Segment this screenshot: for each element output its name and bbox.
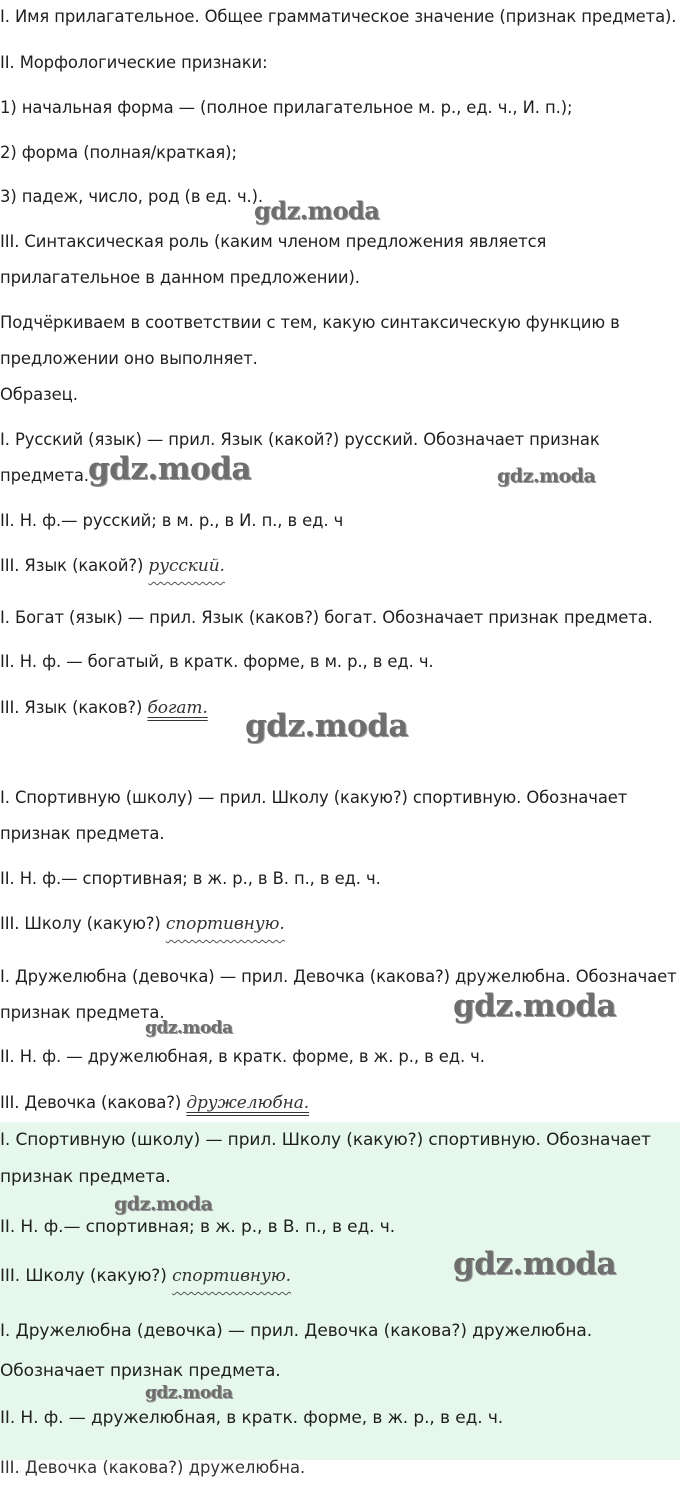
text-line: III. Синтаксическая роль (каким членом предложения является [0, 232, 547, 251]
text-line: I. Дружелюбна (девочка) — прил. Девочка (какова?) дружелюбна. Обозначает [0, 967, 677, 986]
double-underlined-word: дружелюбна. [186, 1093, 310, 1113]
wavy-underlined-word: спортивную. [165, 914, 285, 934]
watermark: gdz.moda [145, 1018, 233, 1038]
watermark: gdz.moda [114, 1193, 213, 1215]
green-text-line: I. Дружелюбна (девочка) — прил. Девочка (какова?) дружелюбна. [0, 1321, 593, 1341]
text-line: II. Н. ф.— спортивная; в ж. р., в В. п., в ед. ч. [0, 869, 381, 888]
text-line: признак предмета. [0, 1003, 165, 1022]
text-line: прилагательное в данном предложении). [0, 268, 360, 287]
green-text-line: Обозначает признак предмета. [0, 1361, 281, 1381]
watermark: gdz.moda [453, 1246, 616, 1282]
wavy-underlined-word: русский. [148, 556, 225, 576]
text-line: 3) падеж, число, род (в ед. ч.). [0, 187, 264, 206]
text-line: 2) форма (полная/краткая); [0, 143, 237, 162]
text-line: Подчёркиваем в соответствии с тем, какую синтаксическую функцию в [0, 313, 620, 332]
text-segment: III. Язык (каков?) [0, 698, 143, 717]
text-line: I. Спортивную (школу) — прил. Школу (какую?) спортивную. Обозначает [0, 788, 628, 807]
text-segment: III. Девочка (какова?) [0, 1093, 182, 1112]
watermark: gdz.moda [88, 451, 251, 487]
text-line: признак предмета. [0, 824, 165, 843]
text-line: 1) начальная форма — (полное прилагательное м. р., ед. ч., И. п.); [0, 98, 573, 117]
text-line: II. Н. ф.— русский; в м. р., в И. п., в ед. ч [0, 511, 344, 530]
text-segment: III. Школу (какую?) [0, 914, 161, 933]
green-text-line: I. Спортивную (школу) — прил. Школу (какую?) спортивную. Обозначает [0, 1130, 651, 1150]
watermark: gdz.moda [497, 465, 596, 487]
watermark: gdz.moda [145, 1383, 233, 1403]
text-line: Образец. [0, 385, 78, 404]
text-line [0, 697, 208, 719]
text-line: I. Имя прилагательное. Общее грамматическое значение (признак предмета). [0, 7, 677, 26]
green-text-line: II. Н. ф. — дружелюбная, в кратк. форме, в ж. р., в ед. ч. [0, 1408, 504, 1428]
text-line: I. Богат (язык) — прил. Язык (каков?) богат. Обозначает признак предмета. [0, 608, 653, 627]
wavy-underlined-word: спортивную. [172, 1266, 291, 1286]
text-segment: III. Язык (какой?) [0, 556, 144, 575]
text-line [0, 1092, 309, 1114]
watermark: gdz.moda [245, 708, 408, 744]
text-line: II. Н. ф. — дружелюбная, в кратк. форме, в ж. р., в ед. ч. [0, 1047, 485, 1066]
text-line: II. Н. ф. — богатый, в кратк. форме, в м. р., в ед. ч. [0, 652, 434, 671]
text-line [0, 555, 225, 577]
cut-off-text: III. Девочка (какова?) дружелюбна. [0, 1458, 306, 1477]
text-line: предложении оно выполняет. [0, 349, 258, 368]
green-text-line [0, 1265, 291, 1287]
watermark: gdz.moda [453, 988, 616, 1024]
watermark: gdz.moda [254, 196, 380, 225]
text-segment: III. Школу (какую?) [0, 1266, 167, 1286]
cut-off-text-line [0, 1458, 330, 1477]
text-line [0, 913, 285, 935]
text-line: предмета. [0, 466, 89, 485]
double-underlined-word: богат. [147, 698, 208, 718]
green-text-line: признак предмета. [0, 1167, 171, 1187]
text-line: II. Морфологические признаки: [0, 53, 268, 72]
green-text-line: II. Н. ф.— спортивная; в ж. р., в В. п., в ед. ч. [0, 1217, 396, 1237]
text-line: I. Русский (язык) — прил. Язык (какой?) русский. Обозначает признак [0, 430, 600, 449]
